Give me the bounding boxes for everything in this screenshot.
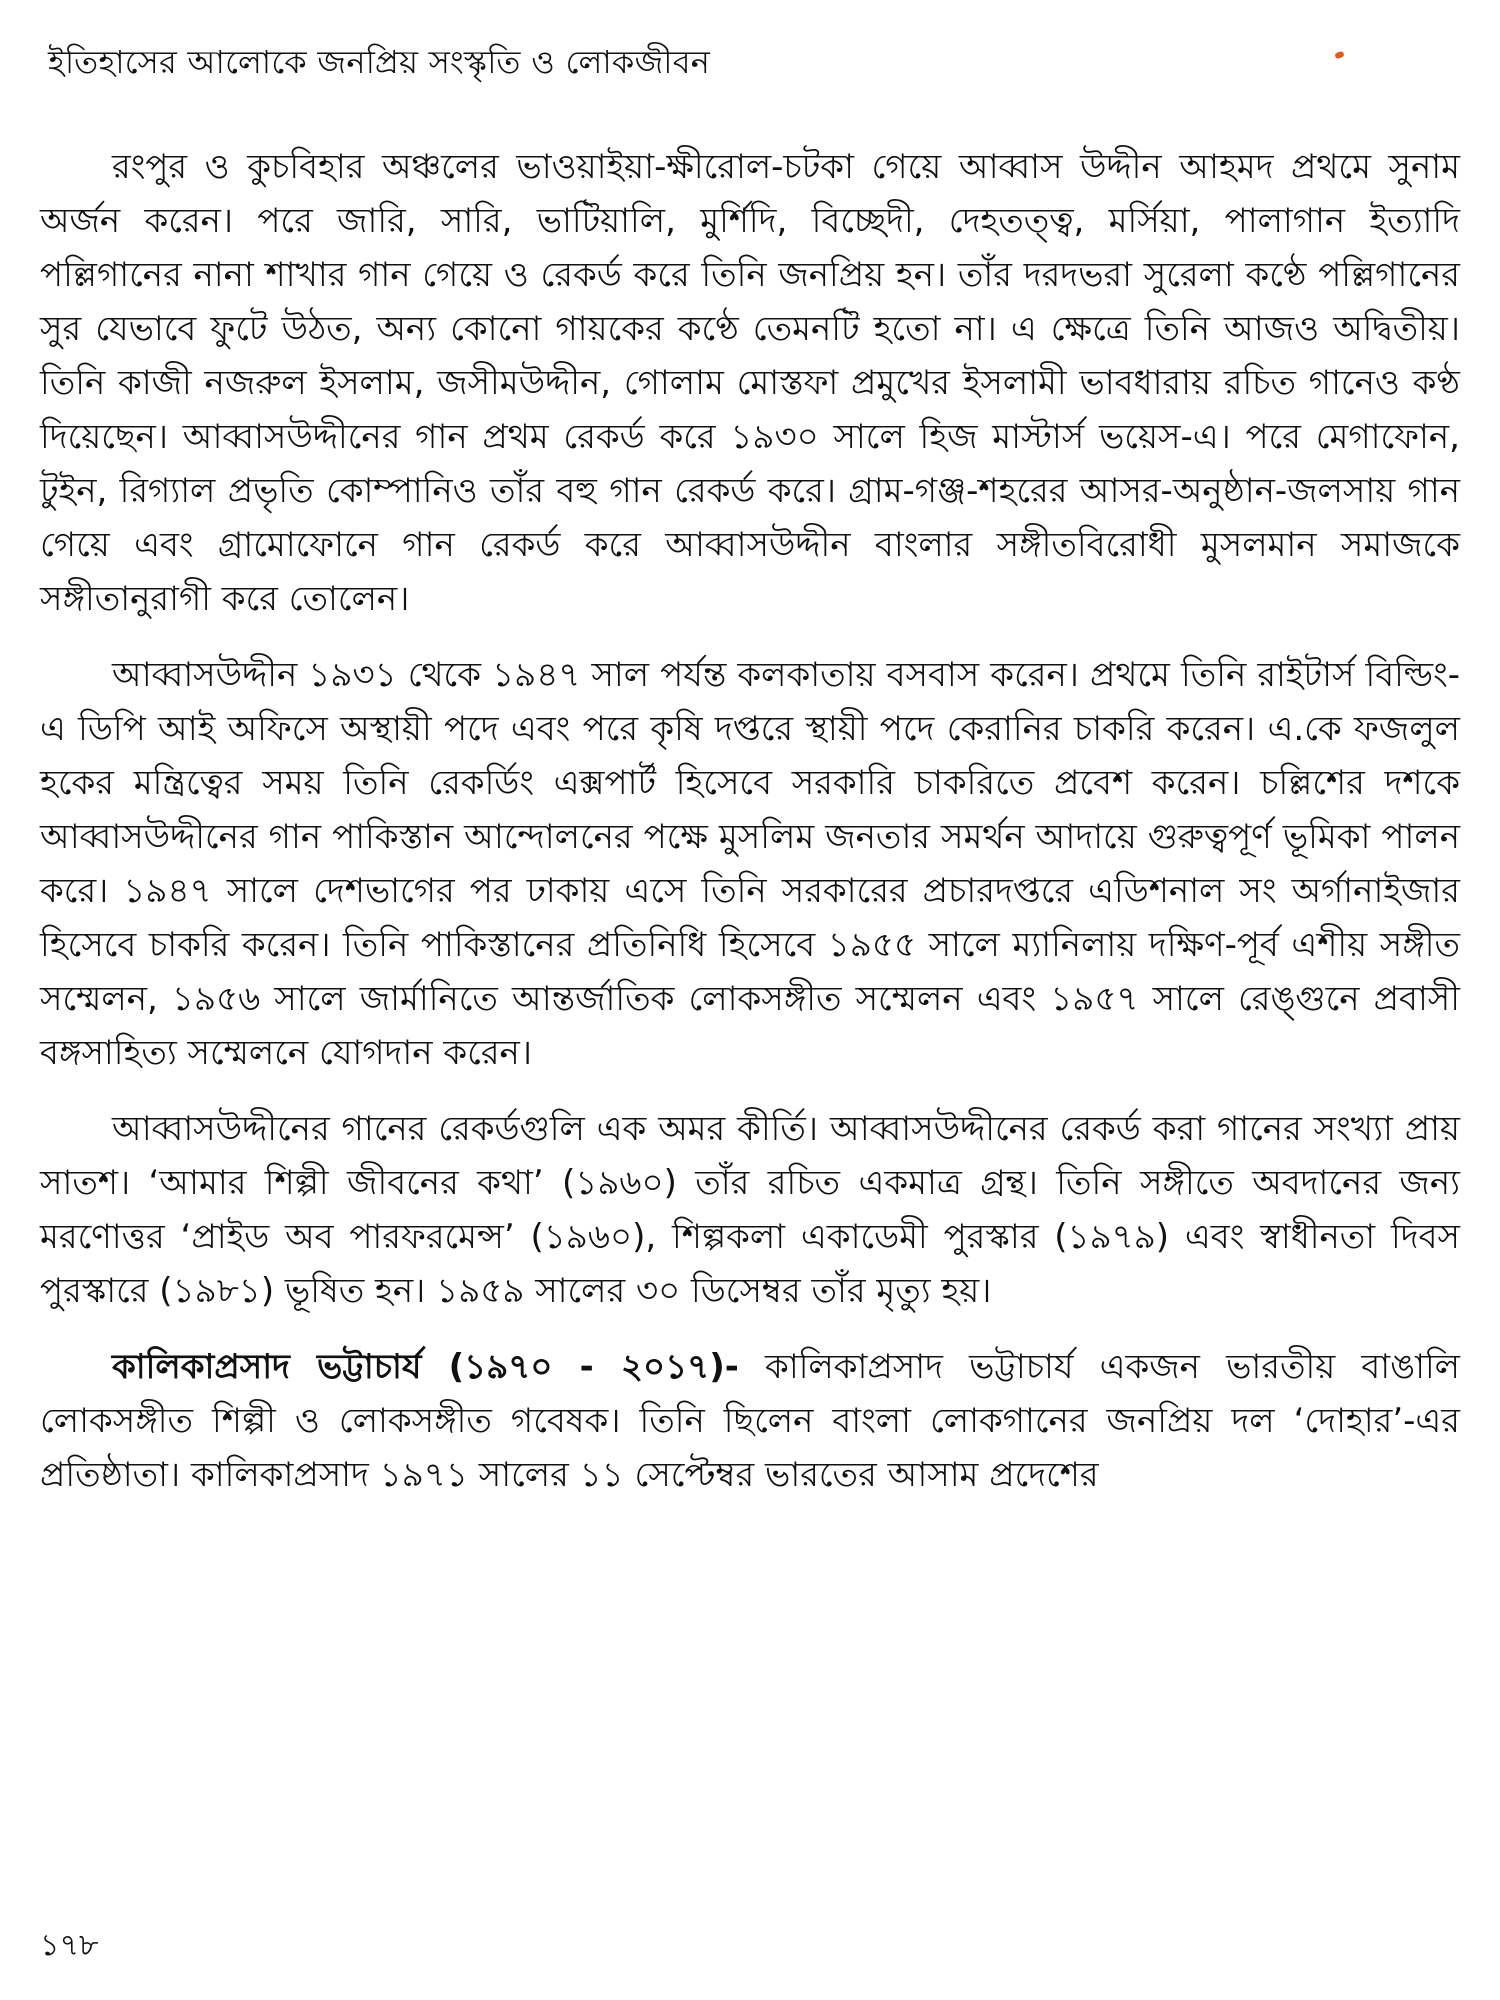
paragraph-3: আব্বাসউদ্দীনের গানের রেকর্ডগুলি এক অমর কীর্তি। আব্বাসউদ্দীনের রেকর্ড করা গানের সংখ্যা প্রায় সাতশ। ‘আমার শিল্পী জীবনের কথা’ (১৯৬০) তাঁর রচিত একমাত্র গ্রন্থ। তিনি সঙ্গীতে অবদানের জন্য মরণোত্তর ‘প্রাইড অব পারফরমেন্স’ (১৯৬০), শিল্পকলা একাডেমী পুরস্কার (১৯৭৯) এবং স্বাধীনতা দিবস পুরস্কারে (১৯৮১) ভূষিত হন। ১৯৫৯ সালের ৩০ ডিসেম্বর তাঁর মৃত্যু হয়। — [40, 1109, 1460, 1311]
section-heading: কালিকাপ্রসাদ ভট্টাচার্য (১৯৭০ - ২০১৭)- — [112, 1347, 739, 1387]
paragraph-2: আব্বাসউদ্দীন ১৯৩১ থেকে ১৯৪৭ সাল পর্যন্ত কলকাতায় বসবাস করেন। প্রথমে তিনি রাইটার্স বিল্ডিং-এ ডিপি আই অফিসে অস্থায়ী পদে এবং পরে কৃষি দপ্তরে স্থায়ী পদে কেরানির চাকরি করেন। এ.কে ফজলুল হকের মন্ত্রিত্বের সময় তিনি রেকর্ডিং এক্সপার্ট হিসেবে সরকারি চাকরিতে প্রবেশ করেন। চল্লিশের দশকে আব্বাসউদ্দীনের গান পাকিস্তান আন্দোলনের পক্ষে মুসলিম জনতার সমর্থন আদায়ে গুরুত্বপূর্ণ ভূমিকা পালন করে। ১৯৪৭ সালে দেশভাগের পর ঢাকায় এসে তিনি সরকারের প্রচারদপ্তরে এডিশনাল সং অর্গানাইজার হিসেবে চাকরি করেন। তিনি পাকিস্তানের প্রতিনিধি হিসেবে ১৯৫৫ সালে ম্যানিলায় দক্ষিণ-পূর্ব এশীয় সঙ্গীত সম্মেলন, ১৯৫৬ সালে জার্মানিতে আন্তর্জাতিক লোকসঙ্গীত সম্মেলন এবং ১৯৫৭ সালে রেঙ্গুনে প্রবাসী বঙ্গসাহিত্য সম্মেলনে যোগদান করেন। — [40, 655, 1460, 1073]
paragraph-4-text: কালিকাপ্রসাদ ভট্টাচার্য একজন ভারতীয় বাঙালি লোকসঙ্গীত শিল্পী ও লোকসঙ্গীত গবেষক। তিনি ছিলেন বাংলা লোকগানের জনপ্রিয় দল ‘দোহার’-এর প্রতিষ্ঠাতা। কালিকাপ্রসাদ ১৯৭১ সালের ১১ সেপ্টেম্বর ভারতের আসাম প্রদেশের — [40, 1347, 1460, 1495]
paragraph-4 — [40, 1340, 1460, 1502]
running-header: ইতিহাসের আলোকে জনপ্রিয় সংস্কৃতি ও লোকজীবন — [48, 43, 711, 81]
paragraph-1: রংপুর ও কুচবিহার অঞ্চলের ভাওয়াইয়া-ক্ষীরোল-চটকা গেয়ে আব্বাস উদ্দীন আহমদ প্রথমে সুনাম অর্জন করেন। পরে জারি, সারি, ভাটিয়ালি, মুর্শিদি, বিচ্ছেদী, দেহতত্ত্ব, মর্সিয়া, পালাগান ইত্যাদি পল্লিগানের নানা শাখার গান গেয়ে ও রেকর্ড করে তিনি জনপ্রিয় হন। তাঁর দরদভরা সুরেলা কণ্ঠে পল্লিগানের সুর যেভাবে ফুটে উঠত, অন্য কোনো গায়কের কণ্ঠে তেমনটি হতো না। এ ক্ষেত্রে তিনি আজও অদ্বিতীয়। তিনি কাজী নজরুল ইসলাম, জসীমউদ্দীন, গোলাম মোস্তফা প্রমুখের ইসলামী ভাবধারায় রচিত গানেও কণ্ঠ দিয়েছেন। আব্বাসউদ্দীনের গান প্রথম রেকর্ড করে ১৯৩০ সালে হিজ মাস্টার্স ভয়েস-এ। পরে মেগাফোন, টুইন, রিগ্যাল প্রভৃতি কোম্পানিও তাঁর বহু গান রেকর্ড করে। গ্রাম-গঞ্জ-শহরের আসর-অনুষ্ঠান-জলসায় গান গেয়ে এবং গ্রামোফোনে গান রেকর্ড করে আব্বাসউদ্দীন বাংলার সঙ্গীতবিরোধী মুসলমান সমাজকে সঙ্গীতানুরাগী করে তোলেন। — [40, 147, 1460, 619]
page-number: ১৭৮ — [40, 1928, 99, 1963]
ink-mark — [1334, 51, 1345, 60]
body-text — [40, 140, 1460, 1524]
